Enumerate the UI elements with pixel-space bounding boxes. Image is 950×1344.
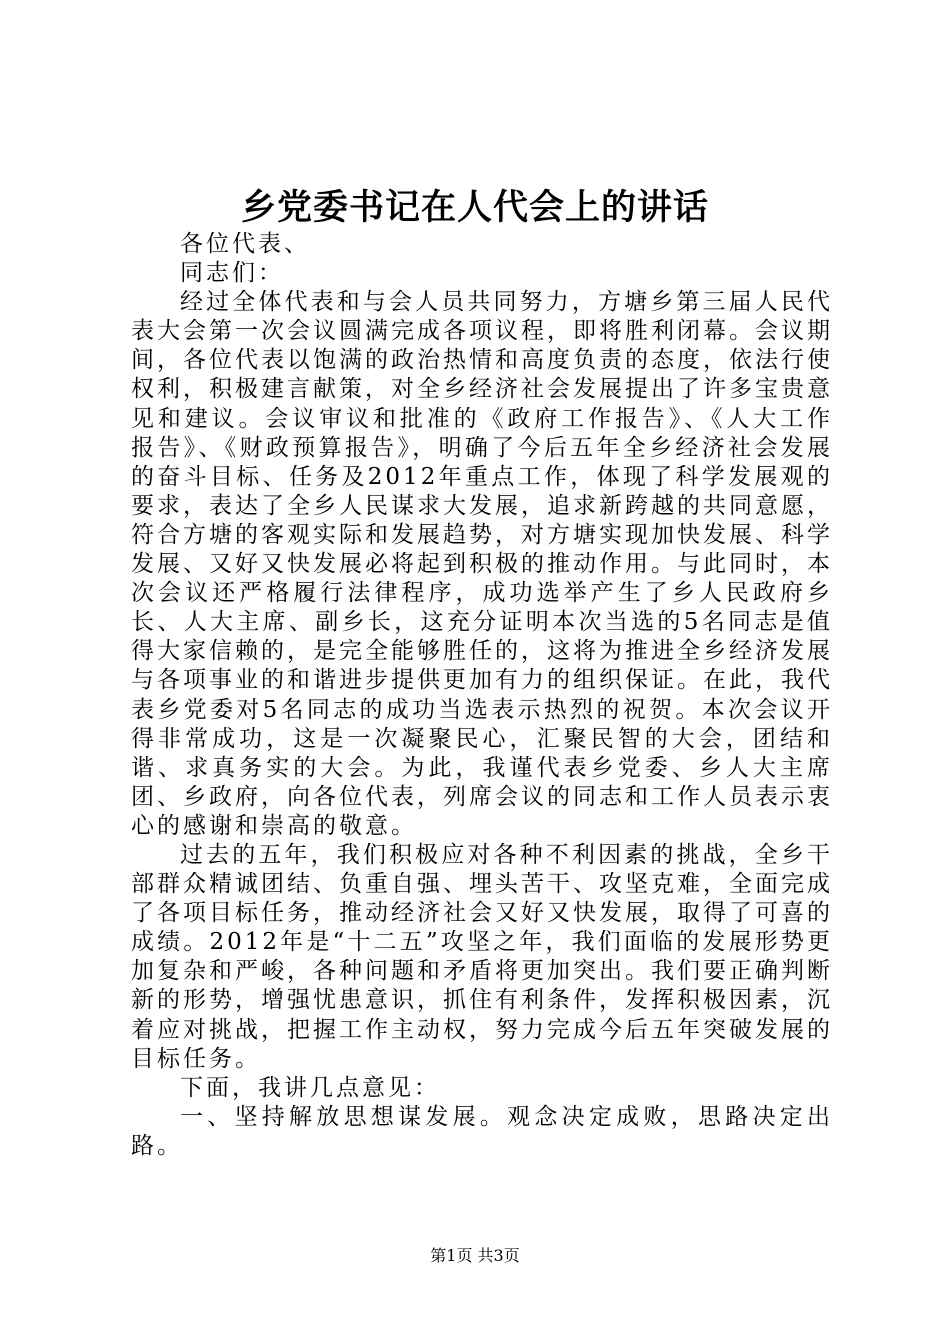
body-paragraph: 过去的五年，我们积极应对各种不利因素的挑战，全乡干部群众精诚团结、负重自强、埋头苦干、攻坚克难，全面完成了各项目标任务，推动经济社会又好又快发展，取得了可喜的成绩。2012年是“十二五”攻坚之年，我们面临的发展形势更加复杂和严峻，各种问题和矛盾将更加突出。我们要正确判断新的形势，增强忧患意识，抓住有利条件，发挥积极因素，沉着应对挑战，把握工作主动权，努力完成今后五年突破发展的目标任务。 bbox=[131, 841, 833, 1072]
body-paragraph: 一、坚持解放思想谋发展。观念决定成败，思路决定出路。 bbox=[131, 1103, 833, 1159]
salutation-line: 各位代表、 bbox=[180, 231, 310, 257]
salutation-line: 同志们： bbox=[180, 260, 284, 287]
page-footer: 第1页 共3页 bbox=[430, 1246, 520, 1265]
document-body bbox=[131, 230, 833, 1161]
body-paragraph: 经过全体代表和与会人员共同努力，方塘乡第三届人民代表大会第一次会议圆满完成各项议程，即将胜利闭幕。会议期间，各位代表以饱满的政治热情和高度负责的态度，依法行使权利，积极建言献策，对全乡经济社会发展提出了许多宝贵意见和建议。会议审议和批准的《政府工作报告》、《人大工作报告》、《财政预算报告》，明确了今后五年全乡经济社会发展的奋斗目标、任务及2012年重点工作，体现了科学发展观的要求，表达了全乡人民谋求大发展，追求新跨越的共同意愿，符合方塘的客观实际和发展趋势，对方塘实现加快发展、科学发展、又好又快发展必将起到积极的推动作用。与此同时，本次会议还严格履行法律程序，成功选举产生了乡人民政府乡长、人大主席、副乡长，这充分证明本次当选的5名同志是值得大家信赖的，是完全能够胜任的，这将为推进全乡经济发展与各项事业的和谐进步提供更加有力的组织保证。在此，我代表乡党委对5名同志的成功当选表示热烈的祝贺。本次会议开得非常成功，这是一次凝聚民心，汇聚民智的大会，团结和谐、求真务实的大会。为此，我谨代表乡党委、乡人大主席团、乡政府，向各位代表，列席会议的同志和工作人员表示衷心的感谢和崇高的敬意。 bbox=[131, 289, 833, 839]
body-paragraph: 下面，我讲几点意见： bbox=[180, 1074, 440, 1101]
document-title: 乡党委书记在人代会上的讲话 bbox=[240, 187, 709, 228]
